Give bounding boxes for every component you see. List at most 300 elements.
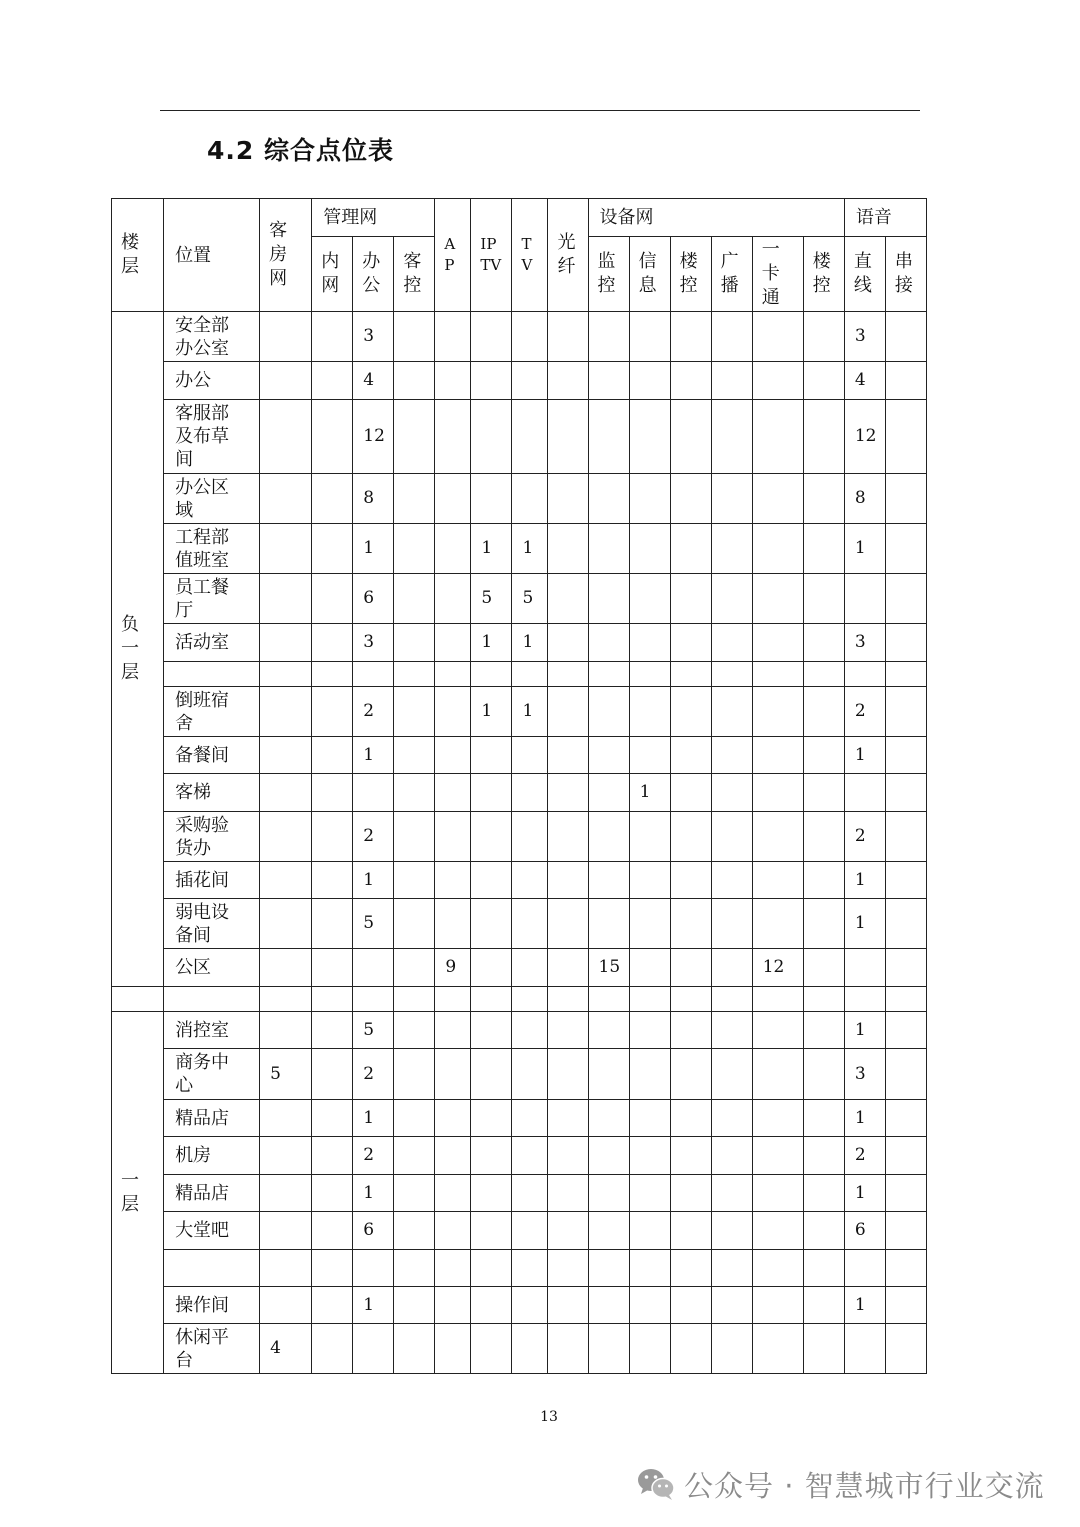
value-cell — [394, 949, 435, 987]
value-cell — [670, 312, 711, 362]
value-cell: 6 — [353, 1212, 394, 1250]
value-cell — [260, 899, 312, 949]
value-cell — [512, 737, 548, 774]
header-mgmt-intranet: 内 网 — [312, 237, 353, 312]
value-cell — [312, 1100, 353, 1137]
header-voice-direct: 直 线 — [844, 237, 885, 312]
value-cell — [260, 1100, 312, 1137]
value-cell — [312, 1049, 353, 1100]
value-cell — [885, 1012, 926, 1049]
value-cell — [803, 574, 844, 624]
value-cell — [512, 400, 548, 474]
value-cell — [312, 862, 353, 899]
value-cell — [435, 987, 471, 1012]
header-equip-broadcast: 广 播 — [711, 237, 752, 312]
value-cell — [548, 1212, 588, 1250]
location-cell: 插花间 — [164, 862, 260, 899]
value-cell — [435, 474, 471, 524]
value-cell — [711, 687, 752, 737]
value-cell — [435, 1049, 471, 1100]
value-cell: 2 — [353, 812, 394, 862]
header-ap: A P — [435, 199, 471, 312]
header-mgmt-guest-ctrl: 客 控 — [394, 237, 435, 312]
value-cell — [548, 1250, 588, 1287]
location-cell: 公区 — [164, 949, 260, 987]
value-cell — [260, 737, 312, 774]
value-cell — [548, 862, 588, 899]
value-cell — [670, 662, 711, 687]
value-cell — [435, 312, 471, 362]
value-cell — [312, 362, 353, 400]
value-cell — [885, 1100, 926, 1137]
value-cell — [670, 862, 711, 899]
value-cell — [588, 662, 629, 687]
value-cell — [312, 1324, 353, 1374]
value-cell — [885, 624, 926, 662]
value-cell — [885, 574, 926, 624]
value-cell — [548, 949, 588, 987]
location-cell: 办公 — [164, 362, 260, 400]
value-cell — [512, 987, 548, 1012]
value-cell — [435, 1137, 471, 1175]
value-cell: 1 — [844, 737, 885, 774]
value-cell — [512, 862, 548, 899]
value-cell — [394, 774, 435, 812]
value-cell — [844, 574, 885, 624]
header-guest-net: 客 房 网 — [260, 199, 312, 312]
value-cell — [312, 812, 353, 862]
value-cell: 1 — [353, 1175, 394, 1212]
value-cell — [803, 1212, 844, 1250]
value-cell — [512, 1175, 548, 1212]
location-cell: 休闲平 台 — [164, 1324, 260, 1374]
value-cell — [353, 774, 394, 812]
value-cell — [435, 1287, 471, 1324]
value-cell — [512, 1012, 548, 1049]
value-cell — [588, 474, 629, 524]
value-cell: 1 — [353, 737, 394, 774]
value-cell — [471, 400, 512, 474]
value-cell — [588, 1049, 629, 1100]
location-cell: 机房 — [164, 1137, 260, 1175]
location-cell — [164, 662, 260, 687]
value-cell — [548, 574, 588, 624]
value-cell — [629, 899, 670, 949]
value-cell — [435, 899, 471, 949]
table-row — [112, 899, 927, 949]
value-cell — [629, 812, 670, 862]
value-cell — [752, 1049, 803, 1100]
table-row — [112, 1175, 927, 1212]
value-cell — [588, 774, 629, 812]
table-row — [112, 774, 927, 812]
location-cell: 活动室 — [164, 624, 260, 662]
value-cell: 1 — [471, 687, 512, 737]
value-cell — [312, 687, 353, 737]
value-cell: 6 — [844, 1212, 885, 1250]
location-cell — [164, 987, 260, 1012]
page-number: 13 — [540, 1409, 558, 1425]
value-cell — [512, 474, 548, 524]
value-cell — [803, 662, 844, 687]
value-cell — [435, 574, 471, 624]
value-cell — [752, 899, 803, 949]
table-row — [112, 624, 927, 662]
value-cell — [711, 1212, 752, 1250]
value-cell — [803, 400, 844, 474]
value-cell — [353, 1250, 394, 1287]
wechat-icon — [636, 1466, 676, 1502]
value-cell — [312, 1287, 353, 1324]
header-location: 位置 — [164, 199, 260, 312]
value-cell — [670, 362, 711, 400]
value-cell: 3 — [353, 624, 394, 662]
value-cell — [803, 812, 844, 862]
value-cell — [803, 1049, 844, 1100]
value-cell — [629, 524, 670, 574]
value-cell — [711, 474, 752, 524]
value-cell — [435, 362, 471, 400]
value-cell — [471, 1049, 512, 1100]
value-cell — [471, 474, 512, 524]
value-cell — [394, 474, 435, 524]
value-cell — [260, 312, 312, 362]
value-cell — [803, 1287, 844, 1324]
value-cell — [435, 1100, 471, 1137]
value-cell — [670, 1137, 711, 1175]
table-row — [112, 524, 927, 574]
value-cell: 12 — [844, 400, 885, 474]
value-cell — [629, 1287, 670, 1324]
value-cell — [885, 1175, 926, 1212]
location-cell: 倒班宿 舍 — [164, 687, 260, 737]
header-iptv: IP TV — [471, 199, 512, 312]
value-cell — [629, 1137, 670, 1175]
value-cell — [394, 1175, 435, 1212]
value-cell: 2 — [353, 1049, 394, 1100]
value-cell — [711, 312, 752, 362]
value-cell — [752, 362, 803, 400]
value-cell — [588, 987, 629, 1012]
value-cell — [394, 574, 435, 624]
value-cell — [752, 1012, 803, 1049]
value-cell — [588, 1324, 629, 1374]
value-cell — [711, 774, 752, 812]
value-cell — [260, 949, 312, 987]
value-cell — [670, 774, 711, 812]
value-cell — [312, 987, 353, 1012]
section-title: 4.2 综合点位表 — [207, 136, 394, 165]
value-cell — [885, 862, 926, 899]
location-cell: 精品店 — [164, 1100, 260, 1137]
value-cell: 1 — [512, 624, 548, 662]
value-cell — [548, 662, 588, 687]
header-floor: 楼 层 — [112, 199, 164, 312]
value-cell — [844, 662, 885, 687]
value-cell — [394, 899, 435, 949]
value-cell — [803, 1175, 844, 1212]
value-cell — [260, 812, 312, 862]
value-cell: 1 — [844, 524, 885, 574]
value-cell — [885, 812, 926, 862]
value-cell — [394, 1137, 435, 1175]
value-cell — [844, 774, 885, 812]
value-cell — [752, 400, 803, 474]
value-cell: 1 — [471, 524, 512, 574]
value-cell — [670, 1212, 711, 1250]
value-cell — [512, 662, 548, 687]
value-cell — [670, 1250, 711, 1287]
header-equip-card: 一 卡 通 — [752, 237, 803, 312]
location-cell: 客服部 及布草 间 — [164, 400, 260, 474]
floor-cell: 一 层 — [112, 1012, 164, 1374]
value-cell — [471, 312, 512, 362]
value-cell — [471, 737, 512, 774]
value-cell — [471, 362, 512, 400]
value-cell — [885, 1324, 926, 1374]
table-row — [112, 812, 927, 862]
value-cell — [588, 1175, 629, 1212]
value-cell: 2 — [844, 812, 885, 862]
value-cell — [435, 774, 471, 812]
value-cell — [752, 687, 803, 737]
table-row — [112, 1250, 927, 1287]
value-cell — [670, 737, 711, 774]
value-cell: 1 — [512, 687, 548, 737]
value-cell — [670, 687, 711, 737]
value-cell: 12 — [752, 949, 803, 987]
value-cell — [260, 1012, 312, 1049]
value-cell — [260, 1175, 312, 1212]
value-cell — [435, 524, 471, 574]
value-cell — [711, 812, 752, 862]
value-cell — [588, 1012, 629, 1049]
table-row — [112, 474, 927, 524]
value-cell: 1 — [629, 774, 670, 812]
value-cell — [260, 662, 312, 687]
value-cell — [548, 812, 588, 862]
value-cell — [548, 474, 588, 524]
value-cell — [588, 362, 629, 400]
value-cell — [803, 774, 844, 812]
value-cell: 1 — [844, 899, 885, 949]
value-cell — [353, 662, 394, 687]
value-cell — [588, 737, 629, 774]
table-row — [112, 862, 927, 899]
value-cell — [512, 949, 548, 987]
value-cell — [670, 987, 711, 1012]
value-cell — [803, 474, 844, 524]
value-cell: 4 — [260, 1324, 312, 1374]
value-cell — [312, 574, 353, 624]
value-cell — [629, 312, 670, 362]
table-row — [112, 1287, 927, 1324]
value-cell — [588, 312, 629, 362]
value-cell — [711, 862, 752, 899]
value-cell — [588, 1287, 629, 1324]
value-cell — [844, 949, 885, 987]
value-cell — [803, 1012, 844, 1049]
value-cell — [394, 862, 435, 899]
point-table — [111, 198, 927, 1374]
table-row — [112, 362, 927, 400]
table-body — [112, 312, 927, 1374]
value-cell — [711, 624, 752, 662]
value-cell — [435, 737, 471, 774]
value-cell — [885, 1250, 926, 1287]
value-cell — [670, 624, 711, 662]
table-row — [112, 1012, 927, 1049]
table-row — [112, 1100, 927, 1137]
value-cell — [803, 899, 844, 949]
value-cell — [752, 862, 803, 899]
value-cell — [803, 524, 844, 574]
value-cell — [670, 949, 711, 987]
value-cell — [394, 524, 435, 574]
value-cell — [711, 737, 752, 774]
value-cell — [885, 737, 926, 774]
value-cell — [548, 1012, 588, 1049]
value-cell — [394, 624, 435, 662]
value-cell — [312, 949, 353, 987]
value-cell — [394, 1324, 435, 1374]
value-cell — [752, 574, 803, 624]
value-cell: 5 — [353, 1012, 394, 1049]
value-cell — [435, 400, 471, 474]
value-cell — [471, 662, 512, 687]
header-bldg-ctrl: 楼 控 — [803, 237, 844, 312]
value-cell — [512, 899, 548, 949]
value-cell: 2 — [844, 1137, 885, 1175]
value-cell — [512, 312, 548, 362]
value-cell — [803, 1137, 844, 1175]
value-cell — [394, 662, 435, 687]
value-cell — [885, 312, 926, 362]
value-cell — [752, 774, 803, 812]
value-cell — [260, 574, 312, 624]
value-cell — [260, 1287, 312, 1324]
value-cell — [711, 362, 752, 400]
value-cell — [312, 474, 353, 524]
location-cell: 精品店 — [164, 1175, 260, 1212]
value-cell — [394, 1049, 435, 1100]
value-cell — [260, 524, 312, 574]
value-cell — [711, 1175, 752, 1212]
value-cell — [752, 1250, 803, 1287]
value-cell — [752, 812, 803, 862]
value-cell — [752, 1175, 803, 1212]
value-cell — [512, 1250, 548, 1287]
value-cell — [548, 624, 588, 662]
value-cell — [752, 524, 803, 574]
value-cell — [548, 1175, 588, 1212]
value-cell: 3 — [844, 1049, 885, 1100]
value-cell — [312, 400, 353, 474]
value-cell — [670, 1175, 711, 1212]
value-cell: 1 — [353, 1287, 394, 1324]
value-cell — [803, 687, 844, 737]
value-cell — [588, 1250, 629, 1287]
value-cell — [512, 1137, 548, 1175]
value-cell — [711, 574, 752, 624]
value-cell — [752, 1212, 803, 1250]
value-cell — [629, 1100, 670, 1137]
value-cell — [435, 1324, 471, 1374]
value-cell — [588, 1212, 629, 1250]
value-cell — [711, 899, 752, 949]
value-cell — [353, 987, 394, 1012]
value-cell — [711, 1137, 752, 1175]
value-cell: 1 — [844, 862, 885, 899]
value-cell: 12 — [353, 400, 394, 474]
watermark-text: 公众号 · 智慧城市行业交流 — [684, 1468, 1045, 1503]
value-cell — [803, 949, 844, 987]
value-cell — [711, 1049, 752, 1100]
location-cell: 工程部 值班室 — [164, 524, 260, 574]
value-cell: 15 — [588, 949, 629, 987]
header-equip-bldg-ctrl: 楼 控 — [670, 237, 711, 312]
value-cell — [312, 737, 353, 774]
value-cell: 1 — [512, 524, 548, 574]
value-cell — [548, 362, 588, 400]
value-cell — [885, 1287, 926, 1324]
value-cell — [471, 949, 512, 987]
value-cell — [752, 1100, 803, 1137]
value-cell: 1 — [353, 1100, 394, 1137]
value-cell — [844, 987, 885, 1012]
value-cell — [670, 1049, 711, 1100]
value-cell: 5 — [471, 574, 512, 624]
value-cell — [629, 1175, 670, 1212]
value-cell — [670, 1287, 711, 1324]
value-cell — [548, 687, 588, 737]
value-cell — [312, 1212, 353, 1250]
value-cell — [885, 474, 926, 524]
value-cell — [548, 987, 588, 1012]
value-cell — [670, 574, 711, 624]
value-cell — [312, 1137, 353, 1175]
value-cell — [752, 1287, 803, 1324]
table-header — [112, 199, 927, 312]
value-cell — [548, 1324, 588, 1374]
value-cell — [844, 1250, 885, 1287]
value-cell: 2 — [844, 687, 885, 737]
value-cell — [260, 362, 312, 400]
value-cell — [629, 1250, 670, 1287]
value-cell — [629, 400, 670, 474]
value-cell — [711, 1100, 752, 1137]
value-cell — [711, 1287, 752, 1324]
value-cell — [394, 1287, 435, 1324]
value-cell — [260, 862, 312, 899]
value-cell: 3 — [353, 312, 394, 362]
value-cell — [752, 1324, 803, 1374]
header-voice-serial: 串 接 — [885, 237, 926, 312]
value-cell: 9 — [435, 949, 471, 987]
value-cell — [670, 524, 711, 574]
value-cell — [885, 899, 926, 949]
value-cell — [512, 1049, 548, 1100]
value-cell — [312, 1250, 353, 1287]
value-cell — [435, 687, 471, 737]
table-row — [112, 1212, 927, 1250]
value-cell — [752, 624, 803, 662]
value-cell — [588, 899, 629, 949]
value-cell — [803, 1324, 844, 1374]
value-cell — [512, 812, 548, 862]
value-cell — [711, 524, 752, 574]
value-cell — [711, 662, 752, 687]
